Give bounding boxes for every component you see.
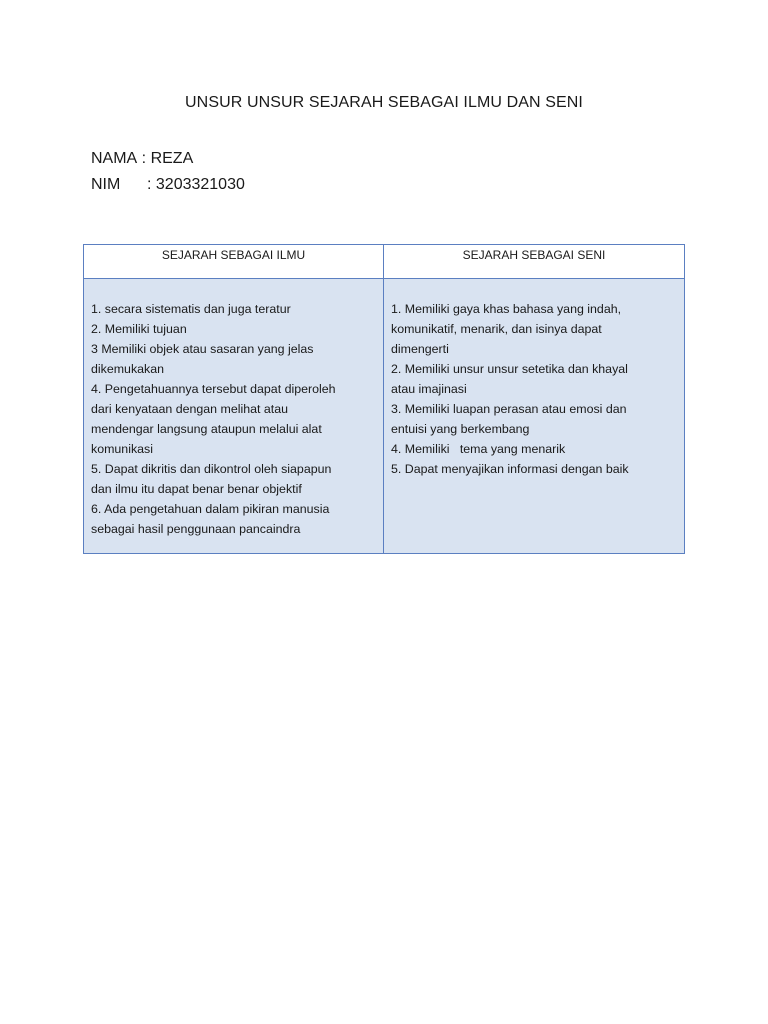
nim-row — [91, 172, 245, 198]
seni-line: 4. Memiliki tema yang menarik — [391, 442, 566, 456]
nama-value: : REZA — [137, 150, 194, 167]
ilmu-line: 4. Pengetahuannya tersebut dapat diperoleh — [91, 382, 336, 396]
nama-label: NAMA — [91, 150, 138, 167]
cell-ilmu — [84, 279, 384, 553]
ilmu-line: 3 Memiliki objek atau sasaran yang jelas — [91, 342, 314, 356]
seni-line: komunikatif, menarik, dan isinya dapat — [391, 322, 602, 336]
ilmu-line: 5. Dapat dikritis dan dikontrol oleh siapapun — [91, 462, 332, 476]
nim-label: NIM — [91, 176, 121, 193]
nim-value: : 3203321030 — [147, 176, 245, 193]
seni-line: 2. Memiliki unsur unsur setetika dan khayal — [391, 362, 628, 376]
table-body-row — [84, 279, 684, 553]
cell-seni — [384, 279, 684, 553]
ilmu-line: 1. secara sistematis dan juga teratur — [91, 302, 291, 316]
ilmu-line: 6. Ada pengetahuan dalam pikiran manusia — [91, 502, 330, 516]
ilmu-line: dikemukakan — [91, 362, 165, 376]
page-title: UNSUR UNSUR SEJARAH SEBAGAI ILMU DAN SENI — [185, 94, 583, 111]
table-header-row — [84, 245, 684, 279]
seni-line: 3. Memiliki luapan perasan atau emosi dan — [391, 402, 627, 416]
header-seni: SEJARAH SEBAGAI SENI — [462, 248, 606, 262]
seni-line: atau imajinasi — [391, 382, 467, 396]
comparison-table — [83, 244, 685, 554]
header-ilmu: SEJARAH SEBAGAI ILMU — [84, 245, 384, 278]
ilmu-line: dan ilmu itu dapat benar benar objektif — [91, 482, 302, 496]
identity-block — [91, 146, 245, 198]
ilmu-line: sebagai hasil penggunaan pancaindra — [91, 522, 301, 536]
seni-line: 1. Memiliki gaya khas bahasa yang indah, — [391, 302, 622, 316]
seni-line: entuisi yang berkembang — [391, 422, 530, 436]
ilmu-line: komunikasi — [91, 442, 153, 456]
nama-row — [91, 146, 245, 172]
ilmu-line: dari kenyataan dengan melihat atau — [91, 402, 289, 416]
ilmu-line: 2. Memiliki tujuan — [91, 322, 187, 336]
seni-line: dimengerti — [391, 342, 449, 356]
ilmu-line: mendengar langsung ataupun melalui alat — [91, 422, 322, 436]
seni-line: 5. Dapat menyajikan informasi dengan baik — [391, 462, 629, 476]
